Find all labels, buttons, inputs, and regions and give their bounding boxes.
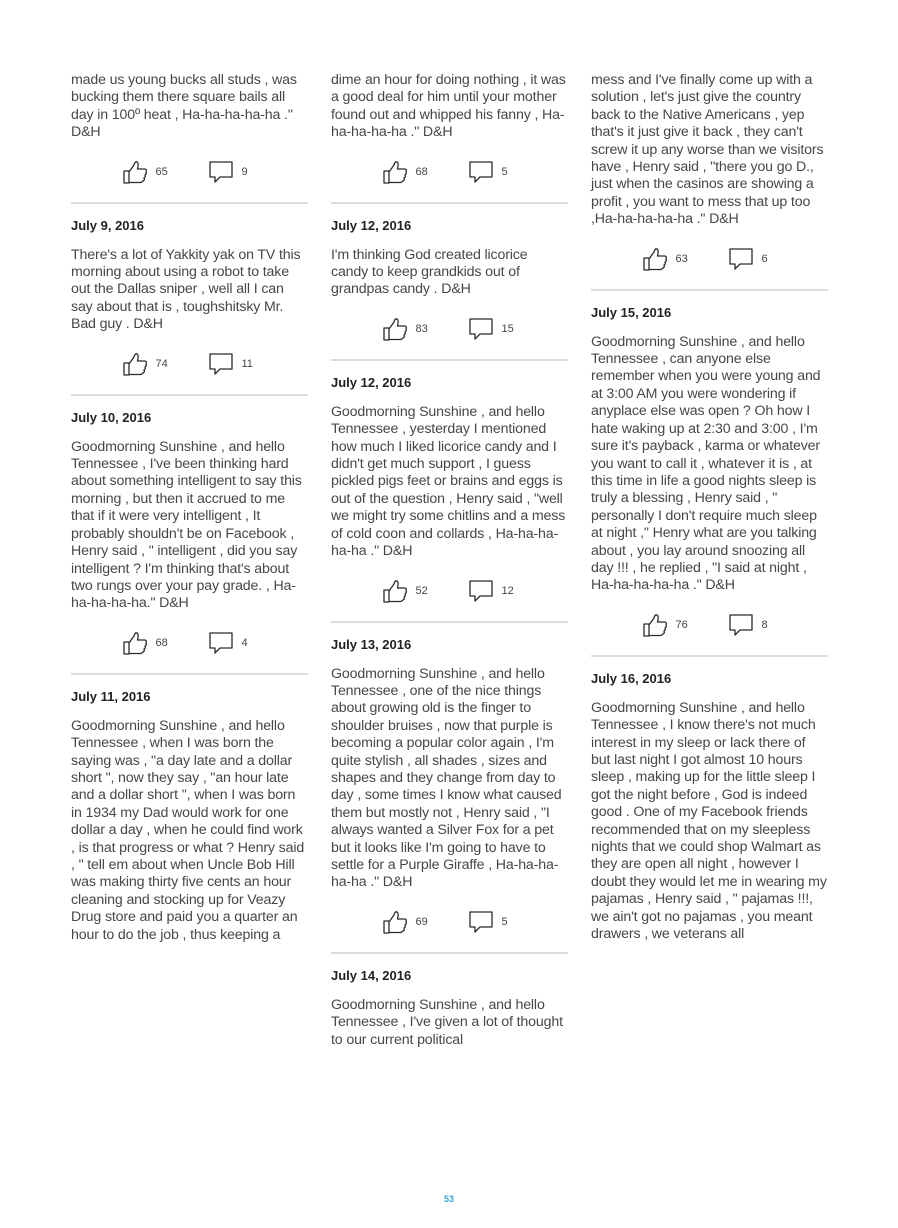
post-reactions xyxy=(71,142,308,202)
thumbs-up-icon xyxy=(382,160,408,184)
speech-bubble-icon xyxy=(468,317,494,341)
like-button[interactable] xyxy=(382,317,432,341)
comment-button[interactable] xyxy=(208,352,258,376)
speech-bubble-icon xyxy=(468,160,494,184)
divider xyxy=(71,673,308,675)
like-count: 52 xyxy=(415,584,428,597)
comment-count: 5 xyxy=(501,165,508,178)
column-3 xyxy=(591,72,828,943)
post xyxy=(331,968,568,1049)
column-2 xyxy=(331,72,568,1049)
divider xyxy=(331,952,568,954)
thumbs-up-icon xyxy=(642,247,668,271)
post xyxy=(331,375,568,623)
post-date: July 12, 2016 xyxy=(331,217,412,233)
like-button[interactable] xyxy=(642,613,692,637)
speech-bubble-icon xyxy=(468,910,494,934)
divider xyxy=(331,621,568,623)
post xyxy=(591,671,828,944)
post-text: Goodmorning Sunshine , and hello Tennessee , can anyone else remember when you were young and at 3:00 AM you were wondering if anyplace else was open ? Oh how I hate waking up at 2:30 and 3:00 , I'm sure it's payback , karma or whatever you want to call it , whatever it is , at this time in life a good nights sleep is truly a blessing , Henry said , " personally I don't require much sleep at night ," Henry what are you talking about , you lay around snoozing all day !!! , he replied , "I said at night , Ha-ha-ha-ha-ha ." D&H xyxy=(591,333,821,594)
post-text: Goodmorning Sunshine , and hello Tennessee , when I was born the saying was , "a day late and a dollar short ", now they say , "an hour late and a dollar short ", when I was born in 1934 my Dad would work for one dollar a day , when he could find work , is that progress or what ? Henry said , " tell em about when Uncle Bob Hill was making thirty five cents an hour cleaning and stocking up for Veazy Drug store and paid you a quarter an hour to do the job , thus keeping a xyxy=(71,717,305,943)
post-reactions xyxy=(331,142,568,202)
like-count: 74 xyxy=(155,357,168,370)
post xyxy=(331,72,568,204)
post-date: July 11, 2016 xyxy=(71,688,151,704)
comment-button[interactable] xyxy=(728,247,778,271)
speech-bubble-icon xyxy=(208,352,234,376)
comment-count: 11 xyxy=(241,357,253,370)
post-text: I'm thinking God created licorice candy to keep grandkids out of grandpas candy . D&H xyxy=(331,246,528,298)
comment-count: 8 xyxy=(761,618,768,631)
post-date: July 16, 2016 xyxy=(591,670,672,686)
divider xyxy=(591,655,828,657)
like-count: 69 xyxy=(415,915,428,928)
post xyxy=(71,218,308,396)
thumbs-up-icon xyxy=(382,317,408,341)
comment-count: 15 xyxy=(501,322,514,335)
post-date: July 13, 2016 xyxy=(331,636,412,652)
post-text: There's a lot of Yakkity yak on TV this morning about using a robot to take out the Dallas sniper , well all I can say about that is , toughshitsky Mr. Bad guy . D&H xyxy=(71,246,301,333)
speech-bubble-icon xyxy=(728,247,754,271)
comment-button[interactable] xyxy=(468,160,518,184)
like-count: 63 xyxy=(675,252,688,265)
column-1 xyxy=(71,72,308,944)
comment-count: 9 xyxy=(241,165,248,178)
post-reactions xyxy=(331,299,568,359)
post xyxy=(591,72,828,291)
thumbs-up-icon xyxy=(122,631,148,655)
like-button[interactable] xyxy=(122,631,172,655)
post-text: Goodmorning Sunshine , and hello Tennessee , I've given a lot of thought to our current political xyxy=(331,996,563,1048)
post xyxy=(71,410,308,675)
post-reactions xyxy=(591,229,828,289)
like-button[interactable] xyxy=(122,352,172,376)
like-count: 83 xyxy=(415,322,428,335)
like-button[interactable] xyxy=(382,579,432,603)
post-reactions xyxy=(331,892,568,952)
like-count: 65 xyxy=(155,165,168,178)
like-button[interactable] xyxy=(382,160,432,184)
comment-count: 6 xyxy=(761,252,768,265)
comment-button[interactable] xyxy=(728,613,778,637)
post-date: July 15, 2016 xyxy=(591,304,672,320)
comment-button[interactable] xyxy=(468,579,518,603)
post-date: July 12, 2016 xyxy=(331,374,412,390)
thumbs-up-icon xyxy=(122,352,148,376)
comment-button[interactable] xyxy=(208,631,258,655)
post-date: July 9, 2016 xyxy=(71,217,144,233)
post xyxy=(591,305,828,657)
post-reactions xyxy=(591,595,828,655)
post-text: made us young bucks all studs , was bucking them there square bails all day in 100º heat , Ha-ha-ha-ha-ha ." D&H xyxy=(71,72,297,141)
like-count: 68 xyxy=(155,636,168,649)
divider xyxy=(331,202,568,204)
speech-bubble-icon xyxy=(468,579,494,603)
post xyxy=(71,689,308,944)
divider xyxy=(331,359,568,361)
post-reactions xyxy=(71,613,308,673)
comment-button[interactable] xyxy=(468,317,518,341)
like-button[interactable] xyxy=(642,247,692,271)
divider xyxy=(71,394,308,396)
post-text: Goodmorning Sunshine , and hello Tennessee , I know there's not much interest in my sleep or lack there of but last night I got almost 10 hours sleep , making up for the little sleep I got the night before , God is indeed good . One of my Facebook friends recommended that on my sleepless nights that we could shop Walmart as they are open all night , however I doubt they would let me in wearing my pajamas , Henry said , " pajamas !!!, we ain't got no pajamas , you meant drawers , we veterans all xyxy=(591,699,827,943)
speech-bubble-icon xyxy=(728,613,754,637)
post-date: July 10, 2016 xyxy=(71,409,152,425)
like-count: 76 xyxy=(675,618,688,631)
comment-count: 5 xyxy=(501,915,508,928)
comment-button[interactable] xyxy=(208,160,258,184)
post-text: mess and I've finally come up with a solution , let's just give the country back to the Native Americans , yep that's it just give it back , they can't screw it up any worse than we visitors have , Henry said , "there you go D., just when the casinos are showing a profit , you want to mess that up too ,Ha-ha-ha-ha-ha ." D&H xyxy=(591,72,824,228)
divider xyxy=(591,289,828,291)
post-reactions xyxy=(331,561,568,621)
speech-bubble-icon xyxy=(208,160,234,184)
page-number: 53 xyxy=(443,1194,454,1204)
divider xyxy=(71,202,308,204)
post-text: dime an hour for doing nothing , it was a good deal for him until your mother found out and whipped his fanny , Ha-ha-ha-ha-ha ." D&H xyxy=(331,72,566,141)
post-text: Goodmorning Sunshine , and hello Tennessee , yesterday I mentioned how much I liked licorice candy and I didn't get much support , I guess pickled pigs feet or brains and eggs is out of the question , Henry said , "well we might try some chitlins and a mess of cold coon and collards , Ha-ha-ha-ha-ha ." D&H xyxy=(331,403,566,560)
comment-count: 12 xyxy=(501,584,514,597)
like-button[interactable] xyxy=(382,910,432,934)
comment-count: 4 xyxy=(241,636,248,649)
post-text: Goodmorning Sunshine , and hello Tennessee , one of the nice things about growing old is the finger to shoulder bruises , now that purple is becoming a popular color again , I'm quite stylish , all shades , sizes and shapes and they change from day to day , some times I know what caused them but mostly not , Henry said , "I always wanted a Silver Fox for a pet but it looks like I'm going to have to settle for a Purple Giraffe , Ha-ha-ha-ha-ha ." D&H xyxy=(331,665,562,891)
speech-bubble-icon xyxy=(208,631,234,655)
post-text: Goodmorning Sunshine , and hello Tennessee , I've been thinking hard about something intelligent to say this morning , but then it accrued to me that if it were very intelligent , It probably shouldn't be on Facebook , Henry said , " intelligent , did you say intelligent ? I'm thinking that's about two rungs over your pay grade. , Ha-ha-ha-ha-ha." D&H xyxy=(71,438,302,612)
comment-button[interactable] xyxy=(468,910,518,934)
like-count: 68 xyxy=(415,165,428,178)
post-date: July 14, 2016 xyxy=(331,967,412,983)
post xyxy=(331,218,568,361)
thumbs-up-icon xyxy=(122,160,148,184)
like-button[interactable] xyxy=(122,160,172,184)
post xyxy=(71,72,308,204)
thumbs-up-icon xyxy=(642,613,668,637)
thumbs-up-icon xyxy=(382,579,408,603)
post xyxy=(331,637,568,954)
thumbs-up-icon xyxy=(382,910,408,934)
post-reactions xyxy=(71,334,308,394)
